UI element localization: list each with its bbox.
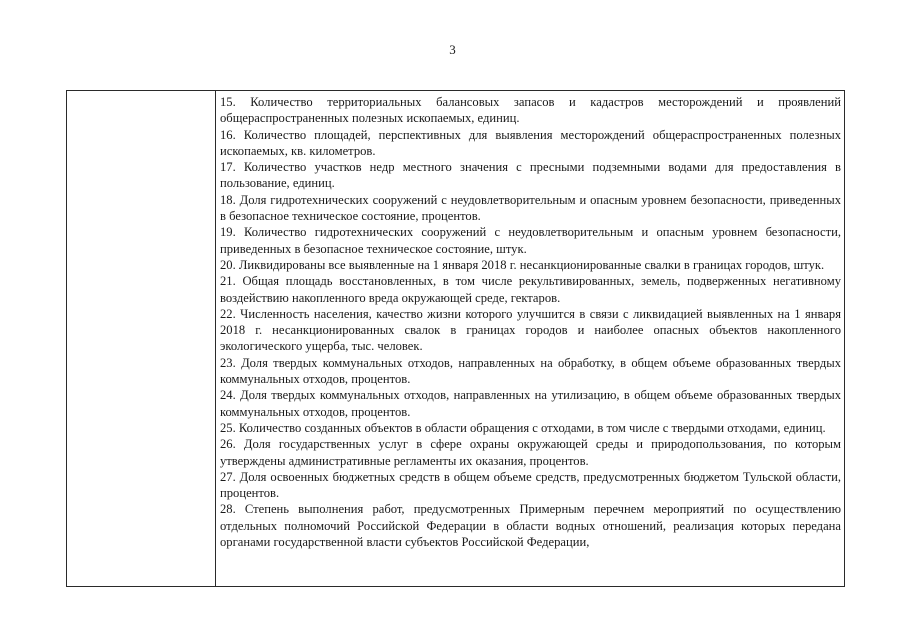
- indicators-table: [66, 90, 845, 587]
- indicator-item-16: 16. Количество площадей, перспективных для выявления месторождений общераспространенных полезных ископаемых, кв. километров.: [220, 127, 841, 158]
- indicator-item-19: 19. Количество гидротехнических сооружений с неудовлетворительным и опасным уровнем безопасности, приведенных в безопасное техническое состояние, штук.: [220, 225, 841, 256]
- indicator-item-20: 20. Ликвидированы все выявленные на 1 января 2018 г. несанкционированные свалки в границах городов, штук.: [220, 257, 825, 272]
- indicator-item-28: 28. Степень выполнения работ, предусмотренных Примерным перечнем мероприятий по осуществлению отдельных полномочий Российской Федерации в области водных отношений, реализация которых передана органами государственной власти субъектов Российской Федерации,: [220, 502, 841, 550]
- indicator-item-26: 26. Доля государственных услуг в сфере охраны окружающей среды и природопользования, по которым утверждены административные регламенты их оказания, процентов.: [220, 437, 841, 468]
- indicator-item-17: 17. Количество участков недр местного значения с пресными подземными водами для предоставления в пользование, единиц.: [220, 160, 841, 191]
- table-left-cell: [67, 91, 216, 586]
- indicator-item-23: 23. Доля твердых коммунальных отходов, направленных на обработку, в общем объеме образованных твердых коммунальных отходов, процентов.: [220, 355, 841, 387]
- indicator-item-25: 25. Количество созданных объектов в области обращения с отходами, в том числе с твердыми отходами, единиц.: [220, 420, 826, 435]
- indicator-item-21: 21. Общая площадь восстановленных, в том числе рекультивированных, земель, подверженных негативному воздействию накопленного вреда окружающей среде, гектаров.: [220, 274, 841, 305]
- indicator-item-27: 27. Доля освоенных бюджетных средств в общем объеме средств, предусмотренных бюджетом Тульской области, процентов.: [220, 469, 841, 501]
- indicator-item-22: 22. Численность населения, качество жизни которого улучшится в связи с ликвидацией выявленных на 1 января 2018 г. несанкционированных свалок в границах городов и наиболее опасных объектов накопленного экологического ущерба, тыс. человек.: [220, 306, 841, 354]
- page-number: 3: [449, 42, 456, 57]
- indicator-item-15: 15. Количество территориальных балансовых запасов и кадастров месторождений и проявлений общераспространенных полезных ископаемых, единиц.: [220, 95, 841, 126]
- indicator-item-24: 24. Доля твердых коммунальных отходов, направленных на утилизацию, в общем объеме образованных твердых коммунальных отходов, процентов.: [220, 388, 841, 419]
- table-right-cell: [216, 91, 844, 586]
- indicator-item-18: 18. Доля гидротехнических сооружений с неудовлетворительным и опасным уровнем безопасности, приведенных в безопасное техническое состояние, процентов.: [220, 192, 841, 224]
